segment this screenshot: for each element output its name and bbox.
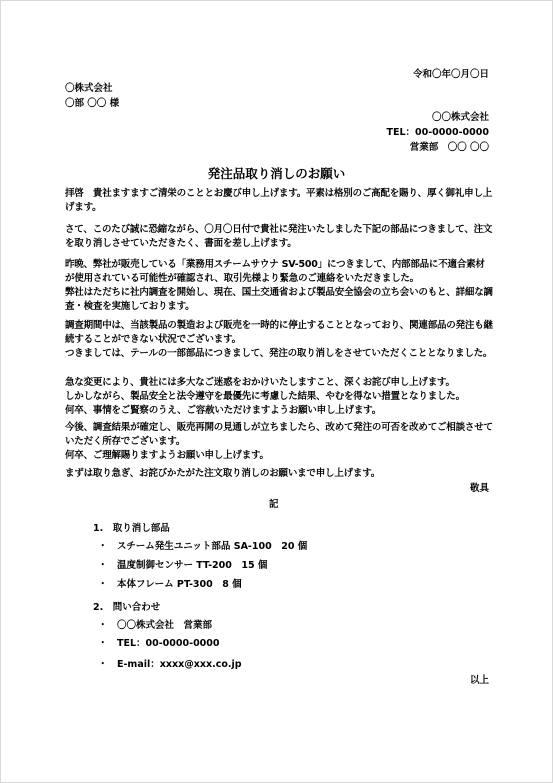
paragraph-reason <box>65 258 493 314</box>
paragraph-line: さて、このたび誠に恐縮ながら、〇月〇日付で貴社に発注いたしました下記の部品につきまして、注文を取り消しさせていただきたく、書面を差し上げます。 <box>65 224 493 249</box>
paragraph-line: 急な変更により、貴社には多大なご迷惑をおかけいたしますこと、深くお詫び申し上げます。 <box>65 377 455 388</box>
list-item: ・ 温度制御センサー TT-200 15 個 <box>98 560 268 571</box>
list-item: ・ 〇〇株式会社 営業部 <box>98 620 213 631</box>
paragraph-closing <box>65 467 493 481</box>
paragraph-line: まずは取り急ぎ、お詫びかたがた注文取り消しのお願いまで申し上げます。 <box>65 468 381 479</box>
sender-dept: 営業部 〇〇 〇〇 <box>409 142 489 153</box>
paragraph-greeting <box>65 187 493 215</box>
paragraph-line: 何卒、事情をご賢察のうえ、ご容赦いただけますようお願い申し上げます。 <box>65 405 382 416</box>
recipient-company: 〇株式会社 <box>65 83 113 94</box>
paragraph-line: 弊社はただちに社内調査を開始し、現在、国土交通省および製品安全協会の立ち会いのもと、詳細な調査・検査を実施しております。 <box>65 287 493 312</box>
section2-heading: 2. 問い合わせ <box>93 602 161 613</box>
list-item: ・ 本体フレーム PT-300 8 個 <box>98 579 242 590</box>
sender-company: 〇〇株式会社 <box>431 112 489 123</box>
paragraph-line: しかしながら、製品安全と法令遵守を最優先に考慮した結果、やむを得ない措置となりました。 <box>65 391 465 402</box>
paragraph-line: 今後、調査結果が確定し、販売再開の見通しが立ちましたら、改めて発注の可否を改めてご相談させていただく所存でございます。 <box>65 422 493 447</box>
list-item: ・ TEL：00-0000-0000 <box>98 638 220 649</box>
paragraph-line: つきましては、テールの一部部品につきまして、発注の取り消しをさせていただくこととなりました。 <box>65 348 493 359</box>
keigu: 敬具 <box>469 483 489 494</box>
paragraph-cancel-intro <box>65 223 493 251</box>
list-item: ・ E-mail：xxxx@xxx.co.jp <box>98 659 242 670</box>
document-title: 発注品取り消しのお願い <box>207 166 346 181</box>
ijo: 以上 <box>469 675 489 686</box>
list-item: ・ スチーム発生ユニット部品 SA-100 20 個 <box>98 541 308 552</box>
paragraph-future <box>65 421 493 463</box>
recipient-person: 〇部 〇〇 様 <box>65 98 120 109</box>
paragraph-line: 何卒、ご理解賜りますようお願い申し上げます。 <box>65 450 269 461</box>
paragraph-apology <box>65 376 493 418</box>
date-line: 令和〇年〇月〇日 <box>412 69 489 80</box>
paragraph-investigation <box>65 319 493 361</box>
section1-heading: 1. 取り消し部品 <box>93 523 170 534</box>
sender-tel: TEL：00-0000-0000 <box>386 127 489 138</box>
ki-heading: 記 <box>269 499 279 510</box>
paragraph-line: 拝啓 貴社ますますご清栄のこととお慶び申し上げます。平素は格別のご高配を賜り、厚く御礼申し上げます。 <box>65 188 493 213</box>
paragraph-line: 調査期間中は、当該製品の製造および販売を一時的に停止することとなっており、関連部品の発注も継続することができない状況でございます。 <box>65 320 493 345</box>
paragraph-line: 昨晩、弊社が販売している「業務用スチームサウナ SV-500」につきまして、内部部品に不適合素材が使用されている可能性が確認され、取引先様より緊急のご連絡をいただきました。 <box>65 259 485 284</box>
